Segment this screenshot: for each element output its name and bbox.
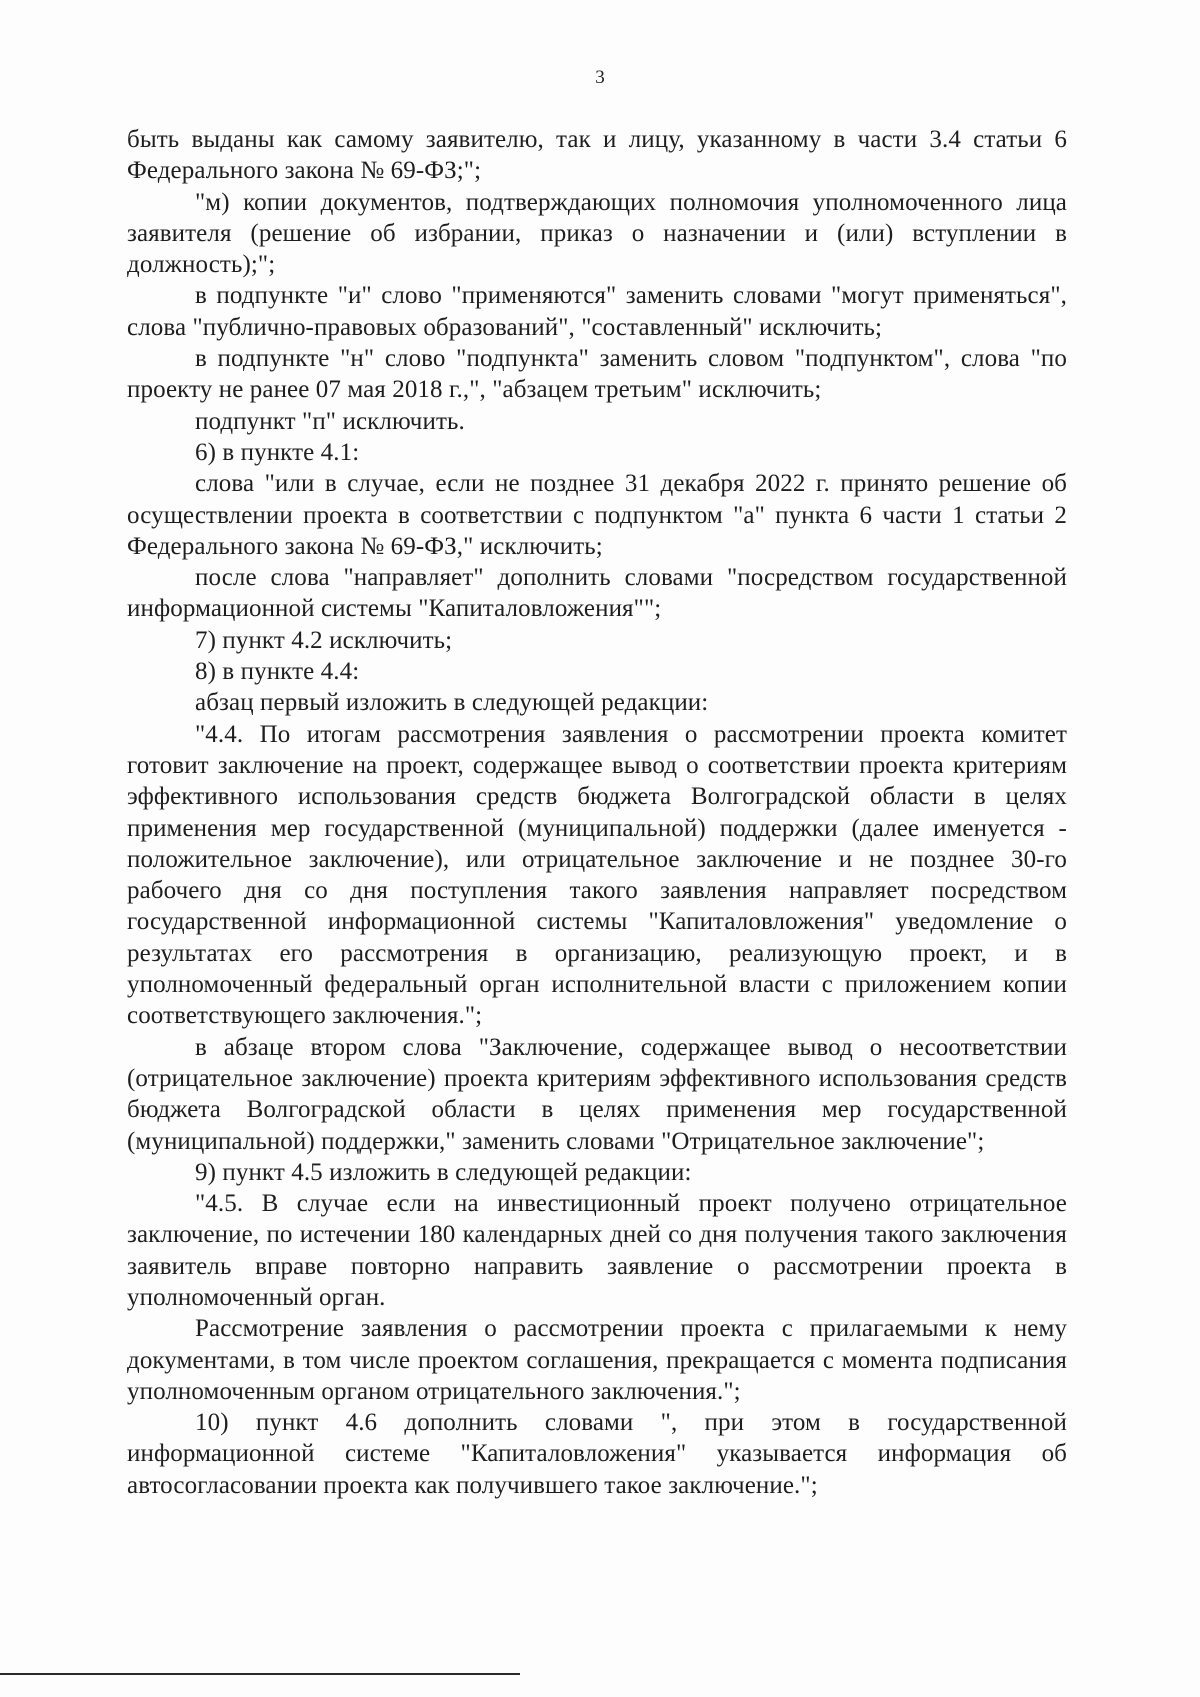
paragraph-subitem-p: подпункт "п" исключить. xyxy=(195,407,465,435)
paragraph-item-8-first-abzac: абзац первый изложить в следующей редакции: xyxy=(195,689,709,717)
paragraph-item-6-addition: после слова "направляет" дополнить словами "посредством государственной информационной системы "Капиталовложения""; xyxy=(127,564,1067,623)
paragraph-item-8-second-abzac: в абзаце втором слова "Заключение, содержащее вывод о несоответствии (отрицательное заключение) проекта критериям эффективного использования средств бюджета Волгоградской области в целях применения мер государственной (муниципальной) поддержки," заменить словами "Отрицательное заключение"; xyxy=(127,1033,1067,1155)
paragraph-item-m: "м) копии документов, подтверждающих полномочия уполномоченного лица заявителя (решение об избрании, приказ о назначении и (или) вступлении в должность);"; xyxy=(127,188,1067,279)
paragraph-quote-4-5-second: Рассмотрение заявления о рассмотрении проекта с прилагаемыми к нему документами, в том числе проектом соглашения, прекращается с момента подписания уполномоченным органом отрицательного заключения."; xyxy=(127,1315,1067,1405)
document-body xyxy=(127,124,1067,1501)
scan-edge-line xyxy=(0,1673,520,1675)
paragraph-item-8: 8) в пункте 4.4: xyxy=(195,658,360,686)
paragraph-item-10: 10) пункт 4.6 дополнить словами ", при этом в государственной информационной системе "Капиталовложения" указывается информация об автосогласовании проекта как получившего такое заключение."; xyxy=(127,1409,1067,1499)
page-number: 3 xyxy=(595,67,605,88)
paragraph-continuation: быть выданы как самому заявителю, так и лицу, указанному в части 3.4 статьи 6 Федерального закона № 69-ФЗ;"; xyxy=(127,126,1067,185)
paragraph-quote-4-4: "4.4. По итогам рассмотрения заявления о рассмотрении проекта комитет готовит заключение на проект, содержащее вывод о соответствии проекта критериям эффективного использования средств бюджета Волгоградской области в целях применения мер государственной (муниципальной) поддержки (далее именуется - положительное заключение), или отрицательное заключение и не позднее 30-го рабочего дня со дня поступления такого заявления направляет посредством государственной информационной системы "Капиталовложения" уведомление о результатах его рассмотрения в организацию, реализующую проект, и в уполномоченный федеральный орган исполнительной власти с приложением копии соответствующего заключения."; xyxy=(127,720,1067,1030)
paragraph-subitem-n: в подпункте "н" слово "подпункта" заменить словом "подпунктом", слова "по проекту не ранее 07 мая 2018 г.,", "абзацем третьим" исключить; xyxy=(127,345,1067,404)
paragraph-item-6: 6) в пункте 4.1: xyxy=(195,438,360,466)
paragraph-item-7: 7) пункт 4.2 исключить; xyxy=(195,626,453,654)
paragraph-item-6-words: слова "или в случае, если не позднее 31 декабря 2022 г. принято решение об осуществлении проекта в соответствии с подпунктом "а" пункта 6 части 1 статьи 2 Федерального закона № 69-ФЗ," исключить; xyxy=(127,470,1067,560)
paragraph-quote-4-5: "4.5. В случае если на инвестиционный проект получено отрицательное заключение, по истечении 180 календарных дней со дня получения такого заключения заявитель вправе повторно направить заявление о рассмотрении проекта в уполномоченный орган. xyxy=(127,1190,1067,1311)
paragraph-subitem-i: в подпункте "и" слово "применяются" заменить словами "могут применяться", слова "публично-правовых образований", "составленный" исключить; xyxy=(127,282,1067,341)
paragraph-item-9: 9) пункт 4.5 изложить в следующей редакции: xyxy=(195,1158,692,1186)
